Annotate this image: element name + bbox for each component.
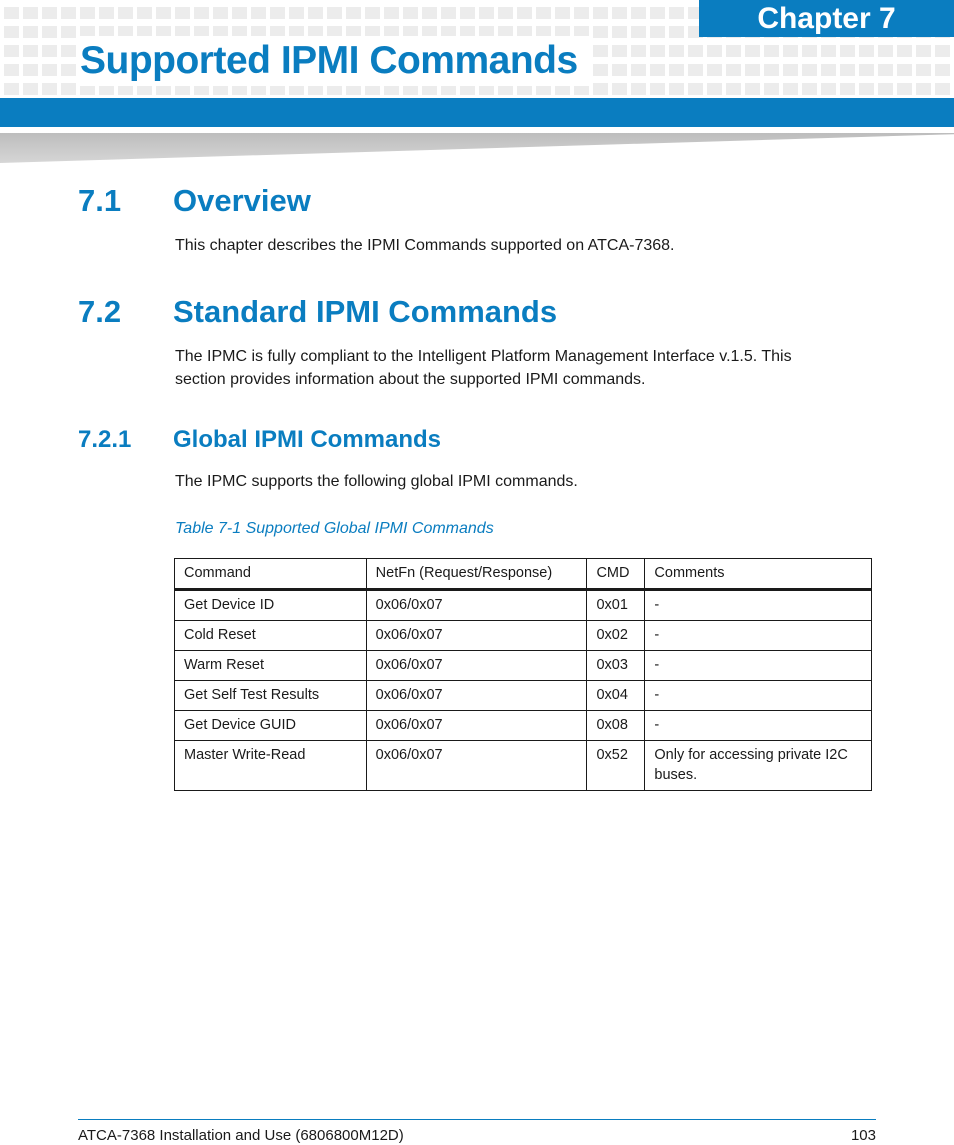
section-number: 7.2.1 — [78, 426, 132, 453]
cell-comments: - — [645, 651, 872, 681]
cell-netfn: 0x06/0x07 — [366, 590, 587, 621]
page-title: Supported IPMI Commands — [78, 36, 592, 86]
cell-comments: - — [645, 681, 872, 711]
cell-command: Master Write-Read — [175, 741, 367, 791]
cell-command: Get Device GUID — [175, 711, 367, 741]
column-header-command: Command — [175, 559, 367, 590]
cell-cmd: 0x01 — [587, 590, 645, 621]
cell-comments: Only for accessing private I2C buses. — [645, 741, 872, 791]
cell-netfn: 0x06/0x07 — [366, 651, 587, 681]
cell-comments: - — [645, 590, 872, 621]
cell-command: Get Self Test Results — [175, 681, 367, 711]
table-row — [175, 651, 872, 681]
cell-cmd: 0x04 — [587, 681, 645, 711]
cell-cmd: 0x02 — [587, 621, 645, 651]
table-row — [175, 621, 872, 651]
table-header-row — [175, 559, 872, 590]
section-title: Global IPMI Commands — [173, 426, 442, 453]
table-row — [175, 711, 872, 741]
section-title: Overview — [173, 183, 311, 218]
header-wedge — [0, 133, 954, 163]
cell-netfn: 0x06/0x07 — [366, 741, 587, 791]
cell-cmd: 0x52 — [587, 741, 645, 791]
standard-paragraph-line: section provides information about the supported IPMI commands. — [175, 371, 646, 388]
cell-comments: - — [645, 621, 872, 651]
header-band — [0, 98, 954, 127]
cell-command: Get Device ID — [175, 590, 367, 621]
section-number: 7.2 — [78, 294, 122, 329]
standard-paragraph-line: The IPMC is fully compliant to the Intelligent Platform Management Interface v.1.5. This — [175, 348, 792, 365]
cell-command: Cold Reset — [175, 621, 367, 651]
cell-netfn: 0x06/0x07 — [366, 711, 587, 741]
table-row — [175, 590, 872, 621]
cell-netfn: 0x06/0x07 — [366, 621, 587, 651]
cell-cmd: 0x08 — [587, 711, 645, 741]
overview-paragraph: This chapter describes the IPMI Commands supported on ATCA-7368. — [175, 237, 675, 254]
standard-paragraph — [175, 345, 855, 391]
column-header-cmd: CMD — [587, 559, 645, 590]
section-number: 7.1 — [78, 183, 122, 218]
table-row — [175, 741, 872, 791]
footer-document-name: ATCA-7368 Installation and Use (6806800M12D) — [78, 1127, 404, 1144]
table-caption: Table 7-1 Supported Global IPMI Commands — [175, 520, 494, 537]
chapter-tab: Chapter 7 — [699, 0, 954, 37]
column-header-netfn: NetFn (Request/Response) — [366, 559, 587, 590]
footer-rule — [78, 1119, 876, 1120]
cell-netfn: 0x06/0x07 — [366, 681, 587, 711]
global-paragraph: The IPMC supports the following global IPMI commands. — [175, 473, 578, 490]
cell-comments: - — [645, 711, 872, 741]
cell-command: Warm Reset — [175, 651, 367, 681]
table-row — [175, 681, 872, 711]
footer-page-number: 103 — [850, 1127, 876, 1144]
column-header-comments: Comments — [645, 559, 872, 590]
cell-cmd: 0x03 — [587, 651, 645, 681]
commands-table — [174, 558, 872, 791]
section-title: Standard IPMI Commands — [173, 294, 558, 329]
